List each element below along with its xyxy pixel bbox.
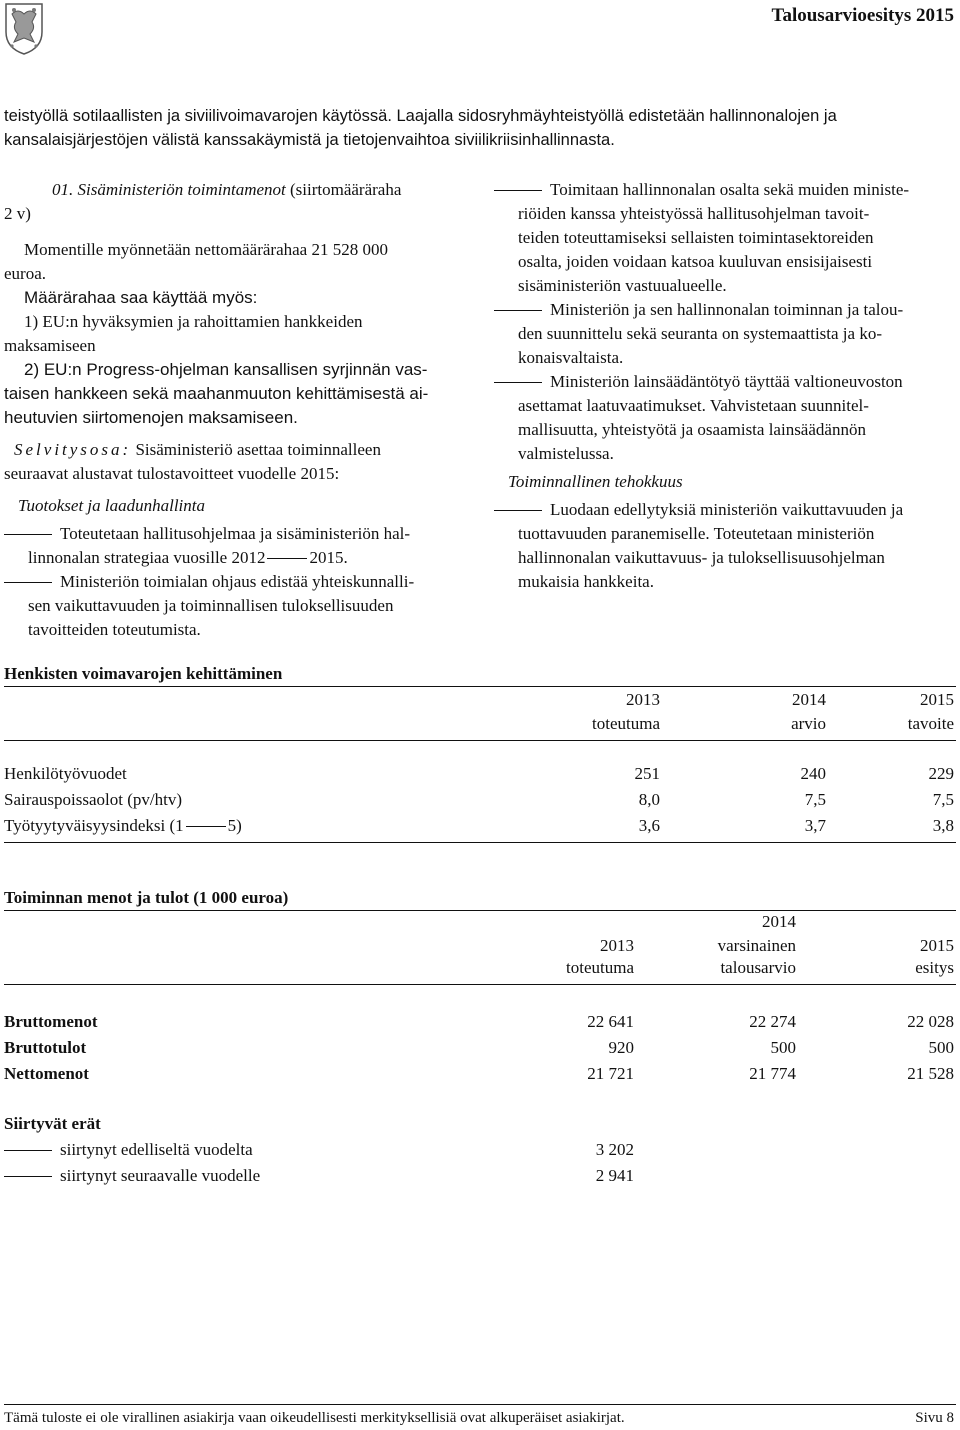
table2-col2-line2: varsinainen xyxy=(717,936,796,955)
table2-row-label: Bruttotulot xyxy=(4,1038,87,1057)
table1-col3-label: tavoite xyxy=(907,714,954,733)
transfer-row: siirtynyt seuraavalle vuodelle xyxy=(4,1164,260,1188)
table1-cell: 240 xyxy=(800,764,826,783)
transfer-value: 2 941 xyxy=(595,1166,634,1185)
dash-icon xyxy=(267,558,307,559)
table1-col1-label: toteutuma xyxy=(592,714,660,733)
right-goal-1-line-5: sisäministeriön vastuualueelle. xyxy=(518,276,727,295)
right-goal-4-line-3: hallinnonalan vaikuttavuus- ja tuloksellisuusohjelman xyxy=(518,548,885,567)
table2-col3-line2: 2015 xyxy=(920,936,954,955)
table1-cell: 3,7 xyxy=(804,816,826,835)
table2-cell: 21 774 xyxy=(749,1064,796,1083)
table1-cell: 7,5 xyxy=(804,790,826,809)
table1-cell: 3,8 xyxy=(932,816,954,835)
right-column xyxy=(494,178,958,594)
table1-cell: 229 xyxy=(928,764,954,783)
usage-item-1-cont: maksamiseen xyxy=(4,336,96,355)
moment-type: (siirtomääräraha xyxy=(290,180,402,199)
right-goal-3-line-2: asettamat laatuvaatimukset. Vahvistetaan suunnitel- xyxy=(518,396,869,415)
table1-col2-label: arvio xyxy=(791,714,826,733)
goal-2-text: Ministeriön toimialan ohjaus edistää yhteiskunnalli- xyxy=(60,572,415,591)
table2-cell: 22 641 xyxy=(587,1012,634,1031)
right-goal-4: Luodaan edellytyksiä ministeriön vaikuttavuuden ja xyxy=(494,498,958,522)
document-title: Talousarvioesitys 2015 xyxy=(771,5,954,26)
goal-1 xyxy=(4,522,468,546)
table1-cell: 7,5 xyxy=(932,790,954,809)
right-goal-4-line-2: tuottavuuden paranemiselle. Toteutetaan ministeriön xyxy=(518,524,875,543)
table1-cell: 3,6 xyxy=(638,816,660,835)
right-goal-1-line-2: riöiden kanssa yhteistyössä hallitusohjelman tavoit- xyxy=(518,204,870,223)
table2-row-label: Bruttomenot xyxy=(4,1012,98,1031)
dash-icon xyxy=(186,826,226,827)
moment-heading xyxy=(4,178,468,202)
table1-row-label: Henkilötyövuodet xyxy=(4,764,127,783)
right-goal-1: Toimitaan hallinnonalan osalta sekä muiden ministe- xyxy=(494,178,958,202)
table1-cell: 8,0 xyxy=(638,790,660,809)
intro-line-1: teistyöllä sotilaallisten ja siviilivoimavarojen käytössä. Laajalla sidosryhmäyhteistyöllä edistetään hallinnonalojen ja xyxy=(4,107,837,125)
footer-rule xyxy=(4,1404,956,1405)
explanation-text: Sisäministeriö asettaa toiminnalleen xyxy=(135,440,381,459)
footer-note: Tämä tuloste ei ole virallinen asiakirja vaan oikeudellisesti merkityksellisiä ovat alkuperäiset asiakirjat. xyxy=(4,1410,625,1426)
right-goal-1-line-4: osalta, joiden voidaan katsoa kuuluvan ensisijaisesti xyxy=(518,252,873,271)
table2-col1-line3: toteutuma xyxy=(566,958,634,977)
table1-bottom-rule xyxy=(4,842,956,843)
transfers-title: Siirtyvät erät xyxy=(4,1114,101,1133)
goal-1-text: Toteutetaan hallitusohjelmaa ja sisäministeriön hal- xyxy=(60,524,411,543)
goal-2-end: tavoitteiden toteutumista. xyxy=(28,620,201,639)
intro-line-2: kansalaisjärjestöjen välistä kanssakäymistä ja tietojenvaihtoa siviilikriisinhallinnasta. xyxy=(4,131,615,149)
page-number: Sivu 8 xyxy=(915,1410,954,1426)
table1-header-rule xyxy=(4,740,956,741)
moment-title: Sisäministeriön toimintamenot xyxy=(77,180,286,199)
dash-icon xyxy=(494,310,542,311)
coat-of-arms-icon xyxy=(4,2,44,56)
left-column xyxy=(4,178,468,642)
right-goal-2: Ministeriön ja sen hallinnonalan toiminnan ja talou- xyxy=(494,298,958,322)
right-goal-3-line-3: mallisuutta, yhteistyötä ja osaamista lainsäädännön xyxy=(518,420,866,439)
right-goal-2-line-2: den suunnittelu sekä seuranta on systemaattista ja ko- xyxy=(518,324,882,343)
usage-item-1: 1) EU:n hyväksymien ja rahoittamien hankkeiden xyxy=(24,312,363,331)
table2-cell: 21 528 xyxy=(907,1064,954,1083)
table2-cell: 920 xyxy=(608,1038,634,1057)
table2-row-label: Nettomenot xyxy=(4,1064,89,1083)
table1-col2-year: 2014 xyxy=(792,690,826,709)
dash-icon xyxy=(494,190,542,191)
table1-col1-year: 2013 xyxy=(626,690,660,709)
table2-cell: 21 721 xyxy=(587,1064,634,1083)
right-goal-3: Ministeriön lainsäädäntötyö täyttää valtioneuvoston xyxy=(494,370,958,394)
table2-cell: 22 028 xyxy=(907,1012,954,1031)
dash-icon xyxy=(4,534,52,535)
right-goal-1-line-3: teiden toteuttamiseksi sellaisten toimintasektoreiden xyxy=(518,228,874,247)
table2-cell: 500 xyxy=(770,1038,796,1057)
moment-number: 01. xyxy=(52,180,74,199)
table1-title: Henkisten voimavarojen kehittäminen xyxy=(4,664,283,683)
usage-intro: Määrärahaa saa käyttää myös: xyxy=(24,288,258,307)
table2-top-rule xyxy=(4,910,956,911)
dash-icon xyxy=(4,582,52,583)
table1-top-rule xyxy=(4,686,956,687)
dash-icon xyxy=(494,510,542,511)
efficiency-subheading: Toiminnallinen tehokkuus xyxy=(508,472,683,491)
explanation-line-1 xyxy=(4,438,468,462)
table1-cell: 251 xyxy=(634,764,660,783)
table2-cell: 500 xyxy=(928,1038,954,1057)
outputs-subheading: Tuotokset ja laadunhallinta xyxy=(18,496,206,515)
table2-title: Toiminnan menot ja tulot (1 000 euroa) xyxy=(4,888,289,907)
table2-col2-line3: talousarvio xyxy=(720,958,796,977)
table2-header-rule xyxy=(4,984,956,985)
right-goal-3-line-4: valmistelussa. xyxy=(518,444,614,463)
right-goal-4-line-4: mukaisia hankkeita. xyxy=(518,572,654,591)
usage-item-2-end: heutuvien siirtomenojen maksamiseen. xyxy=(4,408,298,427)
appropriation-text: Momentille myönnetään nettomäärärahaa 21 528 000 xyxy=(24,240,388,259)
moment-heading-line-2: 2 v) xyxy=(4,204,31,223)
table2-cell: 22 274 xyxy=(749,1012,796,1031)
dash-icon xyxy=(4,1150,52,1151)
table2-col3-line3: esitys xyxy=(915,958,954,977)
table2-col1-line2: 2013 xyxy=(600,936,634,955)
table1-row-label: Sairauspoissaolot (pv/htv) xyxy=(4,790,183,809)
explanation-label: Selvitysosa: xyxy=(14,440,132,459)
appropriation-text-2: euroa. xyxy=(4,264,47,283)
transfer-row: siirtynyt edelliseltä vuodelta xyxy=(4,1138,253,1162)
dash-icon xyxy=(494,382,542,383)
goal-2-cont: sen vaikuttavuuden ja toiminnallisen tuloksellisuuden xyxy=(28,596,394,615)
transfer-value: 3 202 xyxy=(595,1140,634,1159)
right-goal-2-line-3: konaisvaltaista. xyxy=(518,348,624,367)
table1-col3-year: 2015 xyxy=(920,690,954,709)
usage-item-2-cont: taisen hankkeen sekä maahanmuuton kehittämisestä ai- xyxy=(4,384,429,403)
usage-item-2: 2) EU:n Progress-ohjelman kansallisen syrjinnän vas- xyxy=(24,360,428,379)
table1-row-label: Työtyytyväisyysindeksi (1 5) xyxy=(4,816,242,835)
goal-2 xyxy=(4,570,468,594)
dash-icon xyxy=(4,1176,52,1177)
goal-1-cont: linnonalan strategiaa vuosille 2012 2015. xyxy=(28,548,348,567)
explanation-line-2: seuraavat alustavat tulostavoitteet vuodelle 2015: xyxy=(4,464,340,483)
table2-col2-line1: 2014 xyxy=(762,912,796,931)
